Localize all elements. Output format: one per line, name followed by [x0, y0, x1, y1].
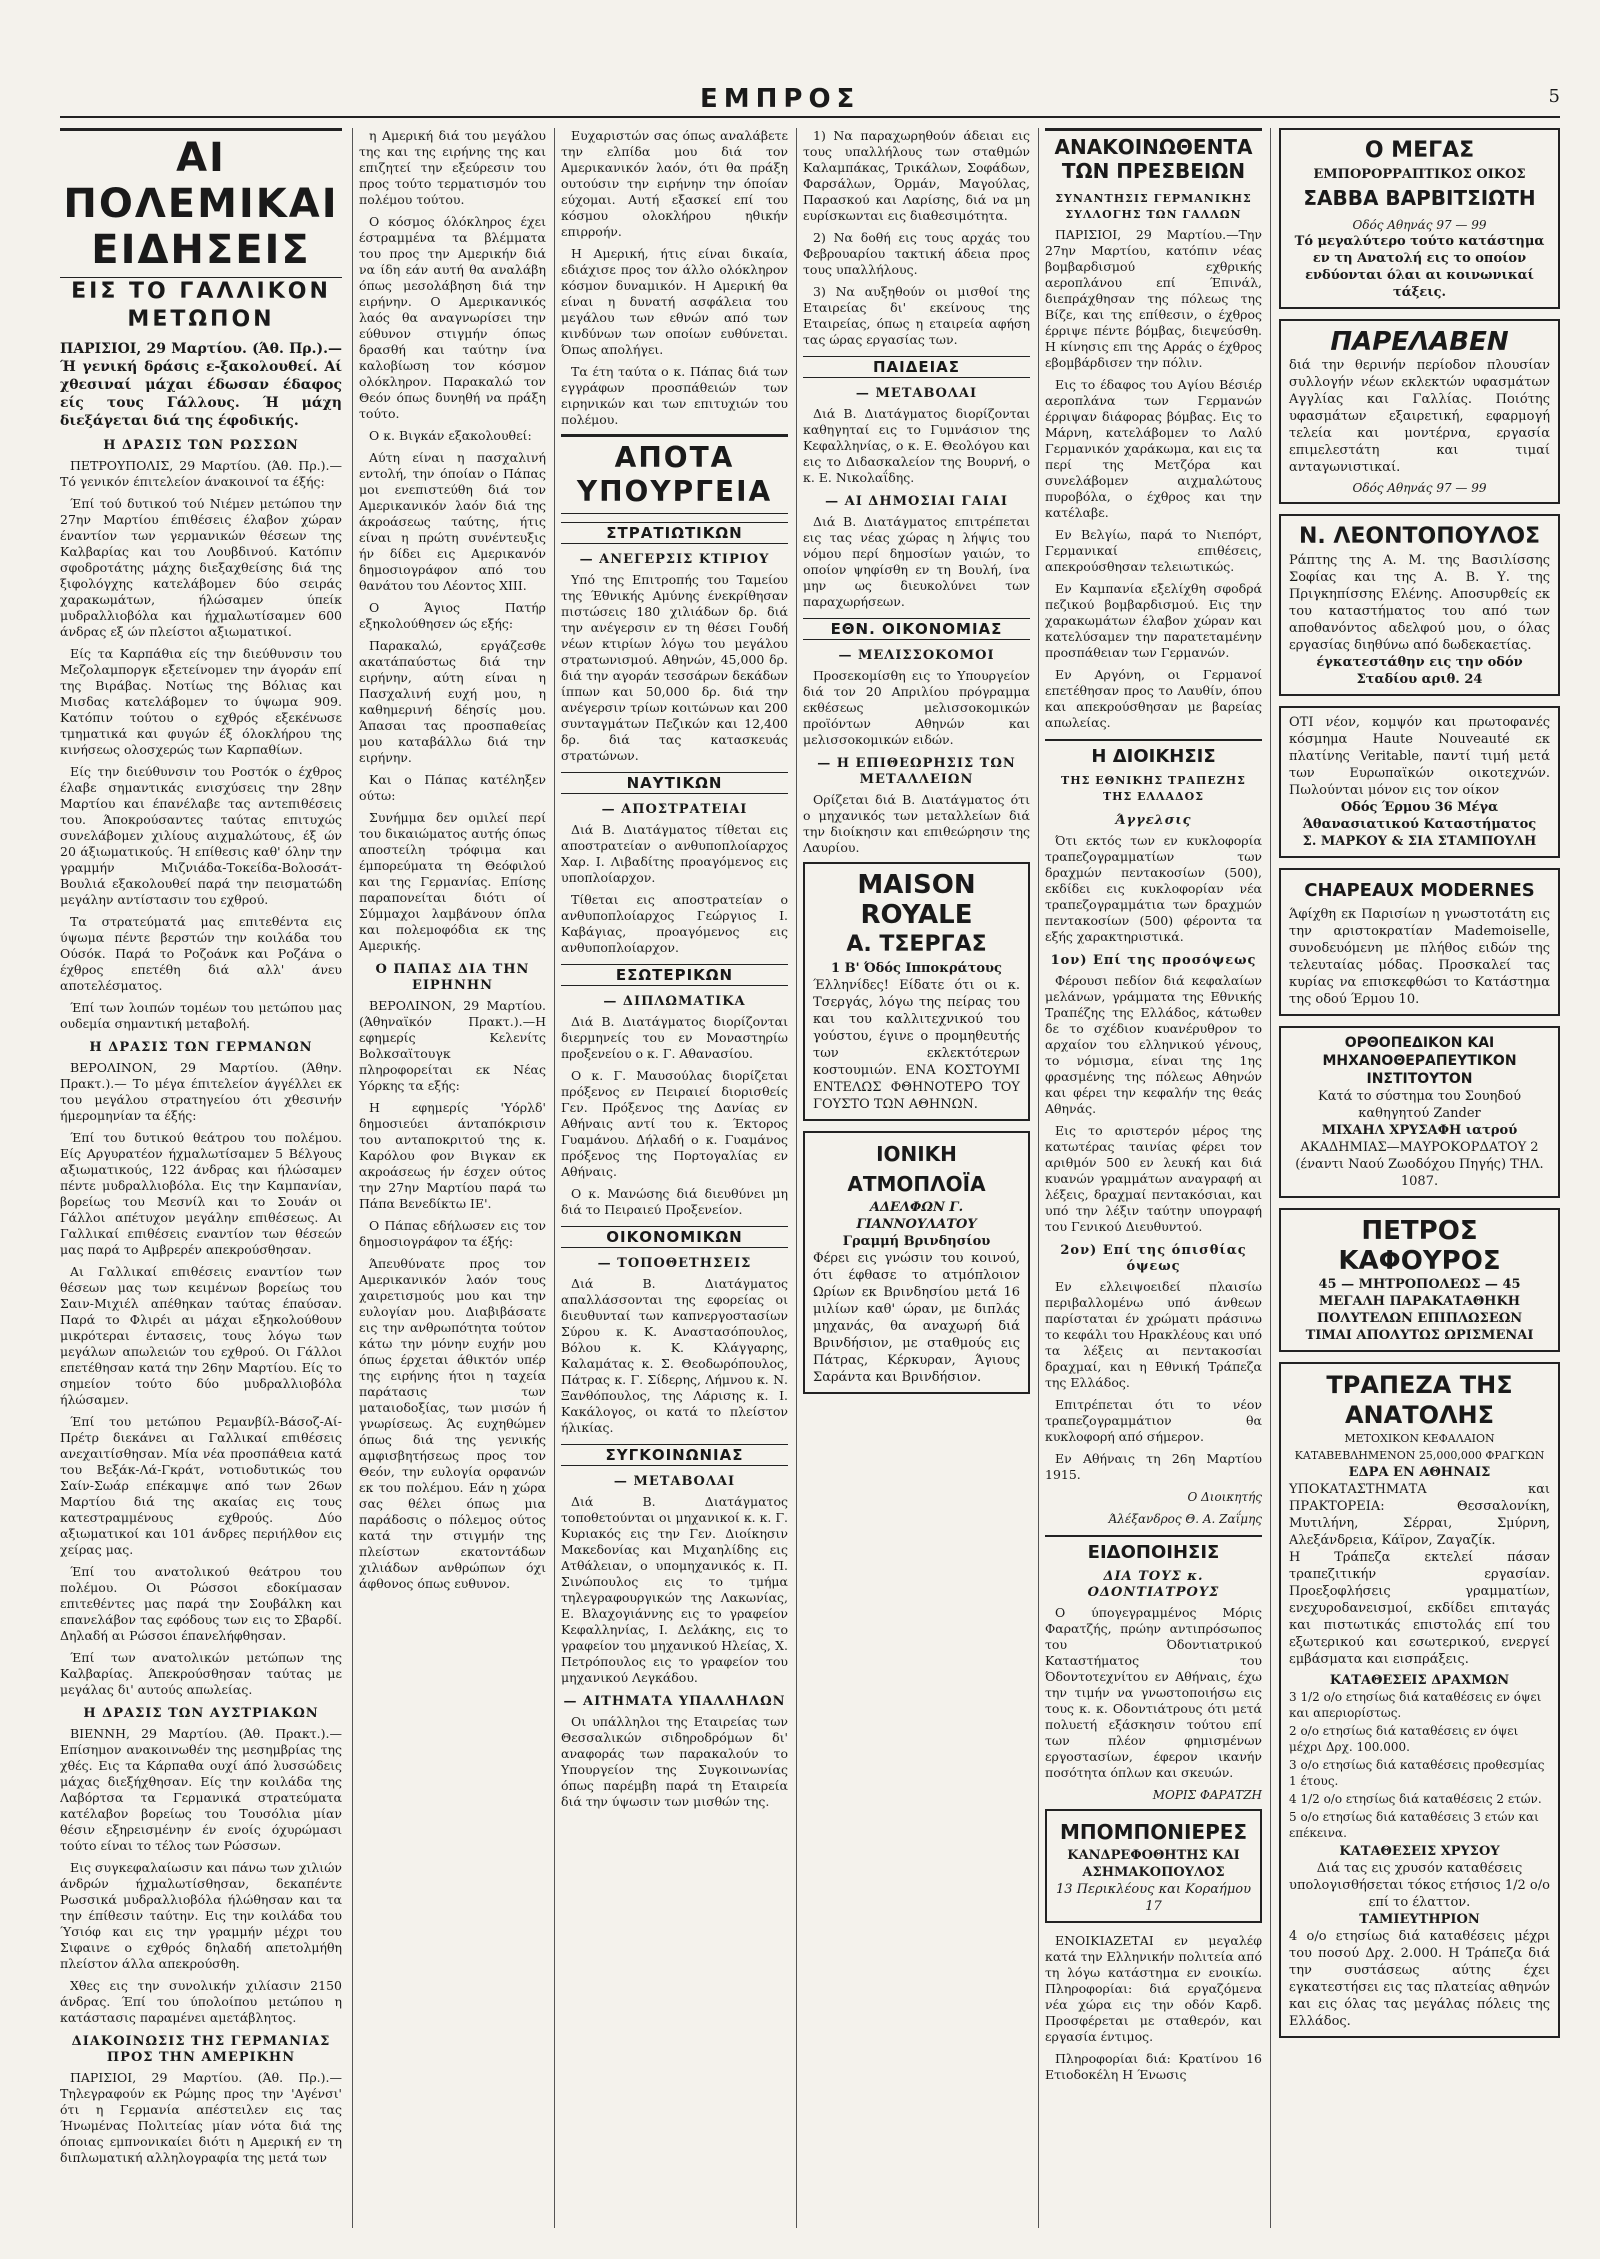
subsection: — ΔΙΠΛΩΜΑΤΙΚΑ	[603, 994, 746, 1009]
section-military: ΣΤΡΑΤΙΩΤΙΚΩΝ	[561, 522, 788, 544]
notice-signature: ΜΟΡΙΣ ΦΑΡΑΤΖΗ	[1152, 1788, 1262, 1802]
paragraph: η Αμερική διά του μεγάλου της και της ειρήνης της και επιζητεί την εξεύρεσιν του προς τούτο τερματισμόν του πολέμου τούτου.	[359, 128, 546, 207]
ad-text: ΟΤΙ νέον, κομψόν και πρωτοφανές κόσμημα Haute Nouveauté εκ πλατίνης Veritable, παντί τιμή μετά των Ευρωπαϊκών οικοτεχνών. Πωλούνται μόνον εις τον οίκον	[1289, 715, 1550, 798]
subsection: — ΜΕΛΙΣΣΟΚΟΜΟΙ	[838, 648, 995, 663]
war-news-subheadline: ΕΙΣ ΤΟ ΓΑΛΛΙΚΟΝ ΜΕΤΩΠΟΝ	[71, 279, 331, 332]
ad-title: ΠΕΤΡΟΣ ΚΑΦΟΥΡΟΣ	[1338, 1216, 1501, 1276]
divider	[1045, 739, 1262, 741]
bank-seat: ΕΔΡΑ ΕΝ ΑΘΗΝΑΙΣ	[1348, 1465, 1491, 1480]
ad-text: Άφίχθη εκ Παρισίων η γνωστοτάτη εις την αριστοκρατίαν Mademoiselle, συνοδευόμενη με πλήθος ειδών της τελευταίας μόδας. Προσκαλεί τας κυρίας να επισκεφθώσι το Κατάστημα της οδού Έρμου 10.	[1289, 907, 1550, 1007]
bank-text: Η Τράπεζα εκτελεί πάσαν τραπεζιτικήν εργασίαν. Προεξοφλήσεις γραμματίων, ενεχυροδανεισμοί, εκδίδει επιταγάς και πιστωτικάς επιστολάς επί του εξωτερικού και εσωτερικού, ενεργεί εμβάσματα και εισπράξεις.	[1289, 1550, 1550, 1667]
paragraph: Παρακαλώ, εργάζεσθε ακατάπαύστως διά την ειρήνην, αύτη είναι η Πασχαλινή ευχή μου, η καθημερινή δέησίς μου. Άπασαι τας προσπαθείας μου καταβάλλω διά την ειρήνην.	[359, 638, 546, 765]
paragraph: Είς την διεύθυνσιν του Ροστόκ ο έχθρος έλαβε σημαντικάς ενισχύσεις την 28ην Μαρτίου και έπανέλαβε τας αντεπιθέσεις του. Άποκρούσαντες ταύτας επιτυχώς συνελάβομεν χιλίους αιχμαλώτους, έξ ών 20 άξιωματικούς. Ή επίθεσις καθ' όλην την γραμμήν Μιζνιάδα-Τοκείδα-Βολοσάτ-Βουλιά εξακολουθεί παρά την πεισματώδη μεγάλην αντίστασιν του εχθρού.	[60, 764, 342, 907]
column-embassies	[1038, 128, 1268, 2228]
column-advertisements	[1270, 128, 1560, 2228]
deposit-item: 2 ο/ο ετησίως διά καταθέσεις εν όψει μέχρι Δρχ. 100.000.	[1289, 1724, 1519, 1754]
ministries-headline: ΑΠΟΤΑ ΥΠΟΥΡΓΕΙΑ	[561, 434, 788, 514]
notice-subtitle: ΔΙΑ ΤΟΥΣ κ. ΟΔΟΝΤΙΑΤΡΟΥΣ	[1087, 1569, 1220, 1600]
paragraph: Είς τα Καρπάθια είς την διεύθυνσιν του Μεζολαμποργκ εξετείνομεν την άγοράν επί της Βιράβας. Νοτίως της Βόλιας και Μισδας κατελάβομεν το ύψωμα 909. Κατόπιν τούτου ο εχθρός εξεκένωσε τμηματικά και φυγών έξ όλοκλήρου της κινήσεως ολοσχερώς των Καρπαθίων.	[60, 646, 342, 757]
subsection: — ΑΙΤΗΜΑΤΑ ΥΠΑΛΛΗΛΩΝ	[563, 1694, 786, 1709]
bank-notice-label: Άγγελσις	[1115, 813, 1192, 828]
paragraph: Ο κ. Γ. Μαυσούλας διορίζεται πρόξενος εν Πειραιεί διορισθείς Γεν. Πρόξενος της Δανίας εν Αθήναις αντί του κ. Έκτορος Γυαμάνου. Δήλαδή ο κ. Γυαμάνος πρόξενος της Πορτογαλίας εν Αθήναις.	[561, 1068, 788, 1179]
ad-line: Γραμμή Βρινδησίου	[842, 1234, 991, 1249]
ad-jewelry	[1279, 706, 1560, 858]
section-economy: ΕΘΝ. ΟΙΚΟΝΟΜΙΑΣ	[803, 618, 1030, 640]
paragraph: Ο Πάπας εδήλωσεν εις τον δημοσιογράφον τα έξής:	[359, 1218, 546, 1249]
bank-capital: ΜΕΤΟΧΙΚΟΝ ΚΕΦΑΛΑΙΟΝ ΚΑΤΑΒΕΒΛΗΜΕΝΟΝ 25,000,000 ΦΡΑΓΚΩΝ	[1294, 1432, 1545, 1462]
savings-text: 4 ο/ο ετησίως διά καταθέσεις μέχρι του ποσού Δρχ. 2.000. Η Τράπεζα διά την συστάσεως αύτης έχει εγκατεστήσει εις τας πλατείας αθηνών και εις όλας τας μεγάλας πόλεις της Ελλάδος.	[1289, 1929, 1550, 2029]
ad-address: 13 Περικλέους και Κοραήμου 17	[1055, 1882, 1252, 1914]
bank-notice-title: Η ΔΙΟΙΚΗΣΙΣ	[1091, 746, 1216, 767]
paragraph: Διά Β. Διατάγματος επιτρέπεται εις τας νέας χώρας η λήψις του νόμου περί δημοσίων γαιών, το οποίον ψηφίσθη εν τη Βουλή, ίνα μην ως διευκολύνει των παραχωρήσεων.	[803, 514, 1030, 609]
masthead	[60, 78, 1560, 118]
ad-maison-royale	[803, 862, 1030, 1121]
paragraph: Εις το αριστερόν μέρος της κατωτέρας ταινίας φέρει τον αριθμόν 500 εν λευκή και διά κυανών γραμμάτων αναγραφή αι λέξεις, δραχμαί πεντακόσιαι, και υπό την λέξιν ταύτην υπογραφή του Γενικού Διευθυντού.	[1045, 1123, 1262, 1234]
embassies-headline: ΑΝΑΚΟΙΝΩΘΕΝΤΑ ΤΩΝ ΠΡΕΣΒΕΙΩΝ	[1045, 128, 1262, 183]
paragraph: Ο κ. Βιγκάν εξακολουθεί:	[369, 428, 532, 443]
paragraph: Υπό της Επιτροπής του Ταμείου της Έθνικής Αμύνης ένεκρίθησαν πιστώσεις 180 χιλιάδων δρ. διά την ανέγερσιν εν τη θέσει Γουδή νέων κτιρίων λόγω του μεγάλου στρατωνισμού. Αθηνών, 45,000 δρ. διά την αγοράν τεσσάρων δεκάδων ίππων και 50,000 δρ. διά την ανέγερσιν τρίων κοιτώνων και 200 συνταγμάτων Πεζικών και 12,400 δρ. διά τας κατασκευάς στρατώνων.	[561, 572, 788, 763]
paragraph: Η εφημερίς 'Υόρλδ' δημοσιεύει άνταπόκρισιν του ανταποκριτού της κ. Καρόλου φον Βιγκαν εκ ακροάσεως ήν έσχεν ούτος την 27ην Μαρτίου παρά τω Πάπα Βενεδίκτω ΙΕ'.	[359, 1100, 546, 1211]
ad-name: ΣΑΒΒΑ ΒΑΡΒΙΤΣΙΩΤΗ	[1303, 186, 1536, 210]
paragraph: Η Αμερική, ήτις είναι δικαία, εδιάχισε προς τον άλλο ολόκληρον κόσμον δυναμικόν. Η Αμερική θα είναι η δυνατή ασφάλεια του μεγάλου των εθνών από των κινδύνων των οποίων ευθύνεται. Όπως απολήγει.	[561, 246, 788, 357]
paragraph: Ο ύπογεγραμμένος Μόρις Φαρατζής, πρώην αντιπρόσωπος του Όδοντιατρικού Καταστήματος του Όδοντοτεχνίτου εν Αθήναις, έχω την τιμήν να γνωστοποιήσω εις τους κ. κ. Οδοντιάτρους ότι μετά πολυετή εξάσκησιν τούτου επί των πλέον φημισμένων εργοστασίων, έφερον ικανήν ποσότητα όπλων και σκευών.	[1045, 1605, 1262, 1780]
paragraph: Ο Άγιος Πατήρ εξηκολούθησεν ώς εξής:	[359, 600, 546, 631]
subsection: — ΑΠΟΣΤΡΑΤΕΙΑΙ	[601, 802, 748, 817]
ad-title: ΟΡΘΟΠΕΔΙΚΟΝ ΚΑΙ ΜΗΧΑΝΟΘΕΡΑΠΕΥΤΙΚΟΝ ΙΝΣΤΙΤΟΥΤΟΝ	[1322, 1035, 1517, 1087]
divider	[1045, 1535, 1262, 1537]
ad-address: 1 Β' Όδός Ιπποκράτους	[831, 961, 1002, 976]
paragraph: ΒΕΡΟΛΙΝΟΝ, 29 Μαρτίου. (Άθην. Πρακτ.).— Το μέγα έπιτελείον άγγέλλει εκ του μεγάλου στρατηγείου ότι χθεσινήν ήμερομηνίαν τα έξής:	[60, 1060, 342, 1123]
gold-title: ΚΑΤΑΘΕΣΕΙΣ ΧΡΥΣΟΥ	[1339, 1844, 1500, 1859]
column-pope	[352, 128, 552, 2228]
newspaper-title: ΕΜΠΡΟΣ	[700, 84, 861, 114]
deposit-item: 3 ο/ο ετησίως διά καταθέσεις προθεσμίας 1 έτους.	[1289, 1758, 1545, 1788]
column-ministries	[554, 128, 794, 2228]
paragraph: Φέρουσι πεδίον διά κεφαλαίων μελάνων, γράμματα της Εθνικής Τραπέζης της Ελλάδος, κάτωθεν δε το σχέδιον κυανέρυθρον το αρχαίον του ελληνικού γένους, το νόμισμα, είναι της 1ης φρασμένης της πόλεως Αθηνών και φέρει την κεφαλήν της θεάς Αθηνάς.	[1045, 973, 1262, 1116]
deposits-list	[1289, 1689, 1550, 1841]
ad-address: Οδός Έρμου 36 Μέγα Άθανασιατικού Καταστήματος	[1302, 800, 1537, 832]
subsection: 1ον) Επί της προσόψεως	[1050, 953, 1257, 968]
ad-name: Σ. ΜΑΡΚΟΥ & ΣΙΑ ΣΤΑΜΠΟΥΛΗ	[1302, 834, 1537, 849]
ad-bank-of-orient	[1279, 1362, 1560, 2038]
subsection: — ΑΙ ΔΗΜΟΣΙΑΙ ΓΑΙΑΙ	[825, 494, 1008, 509]
section-interior: ΕΣΩΤΕΡΙΚΩΝ	[561, 964, 788, 986]
paragraph: 3) Να αυξηθούν οι μισθοί της Εταιρείας δι' εκείνους της Εταιρείας, όπως η εταιρεία αφήση τας ώρας εργασίας των.	[803, 284, 1030, 347]
paragraph: Διά Β. Διατάγματος τίθεται εις αποστρατείαν ο ανθυποπλοίαρχος Χαρ. Ι. Λιβαδίτης προαγόμενος εις υποπλοίαρχον.	[561, 822, 788, 885]
paragraph: Ο κόσμος όλόκληρος έχει έστραμμένα τα βλέμματα του προς την Αμερικήν διά να ίδη εάν αυτή θα αναλάβη όπως μεσολάβηση διά την ειρήνην. Ο Αμερικανικός λαός θα αναγνωρίσει την εύθυνον στιγμήν όπως δρασθή και ταύτην ίνα καλοβίωση τον κόσμον ολόκληρον. Παρακαλώ τον Θεόν όπως δυνηθή να πράξη τούτο.	[359, 214, 546, 421]
war-news-headline: ΑΙ ΠΟΛΕΜΙΚΑΙ ΕΙΔΗΣΕΙΣ	[60, 128, 342, 278]
paragraph: Διά Β. Διατάγματος διορίζονται καθηγηταί εις το Γυμνάσιον της Κεφαλληνίας, ο κ. Ε. Θεολόγου και εις το Διδασκαλείον της Βουρνή, ο κ. Ε. Νικολαΐδης.	[803, 406, 1030, 485]
ad-address: ΑΚΑΔΗΜΙΑΣ—ΜΑΥΡΟΚΟΡΔΑΤΟΥ 2 (έναντι Ναού Ζωοδόχου Πηγής) ΤΗΛ. 1087.	[1295, 1140, 1544, 1189]
column-war-news	[60, 128, 350, 2228]
ad-savva-barvitsioti	[1279, 128, 1560, 309]
paragraph: Έπί του μετώπου Ρεμανβίλ-Βάσοζ-Αί-Πρέτρ διεκάνει αι Γαλλικαί επιθέσεις ανεχαιτίσθησαν. Μία νέα προσπάθεια κατά του Βεξάκ-Λά-Γκράτ, νοτιοδυτικώς του Σαίν-Σωάρ επέκαμψε από των 26ων Μαρτίου διά της ακαίας εις τους κατεστραμμένους εχθρούς. Δύο αξιωματικοί και 101 άνδρες περιήλθον εις χείρας μας.	[60, 1414, 342, 1557]
paragraph: Εις το έδαφος του Αγίου Βέσιέρ αεροπλάνα των Γερμανών έρριψαν διάφορας βόμβας. Εις το Μάρνη, κατελάβομεν το Λαλύ Γερμανικόν χαράκωμα, και εις τα περί της Μετζόρα και συνελάβομεν αιχμαλώτους πυροβόλα, ο έχθρος και την κατέλαβε.	[1045, 377, 1262, 520]
ad-chapeaux	[1279, 868, 1560, 1016]
paragraph: 1) Να παραχωρηθούν άδειαι εις τους υπαλλήλους των σταθμών Καλαμπάκας, Τρικάλων, Σοφάδων, Φαρσάλων, Όρμάν, Μαγούλας, Παρασκού και Λαρίσης, διά να μη ευρίσκωνται εις διαθεσιμότητα.	[803, 128, 1030, 223]
subsection: — ΜΕΤΑΒΟΛΑΙ	[855, 386, 978, 401]
paragraph: ΠΕΤΡΟΥΠΟΛΙΣ, 29 Μαρτίου. (Άθ. Πρ.).—Τό γενικόν έπιτελείον άνακοινοί τα έξής:	[60, 458, 342, 489]
paragraph: Εν Αργόνη, οι Γερμανοί επετέθησαν προς το Λαυθίν, όπου και απεκρούσθησαν με βαρείας απωλείας.	[1045, 667, 1262, 730]
ad-text: Κατά το σύστημα του Σουηδού καθηγητού Zander	[1317, 1089, 1522, 1121]
subsection: 2ον) Επί της όπισθίας όψεως	[1060, 1243, 1247, 1274]
signature-title: Ο Διοικητής	[1187, 1490, 1262, 1504]
ad-title: ΠΑΡΕΛΑΒΕΝ	[1330, 327, 1509, 357]
paragraph: Εν Καμπανία εξελίχθη σφοδρά πεζικού βομβαρδισμού. Εις την χαρακωμάτων έλαβον χώραν και κατελύσαμεν την παρατεταμένην προσπάθειαν των Γερμανών.	[1045, 581, 1262, 660]
paragraph: Ότι εκτός των εν κυκλοφορία τραπεζογραμματίων των δραχμών πεντακοσίων (500), εκδίδει εις κυκλοφορίαν νέα τραπεζογραμμάτια των δραχμών πεντακοσίων (500) φέροντα τα εξής χαρακτηριστικά.	[1045, 833, 1262, 944]
section-pope-peace: Ο ΠΑΠΑΣ ΔΙΑ ΤΗΝ ΕΙΡΗΝΗΝ	[375, 962, 530, 993]
paragraph: Έπί του δυτικού θεάτρου του πολέμου. Είς Αργυρατέον ήχμαλωτίσαμεν 5 Βέλγους αξιωματικούς, 122 άνδρας και ήλώσαμεν πέντε μυδραλλιοβόλα. Εις την Καμπανίαν, βορείως του Μεσνίλ και το Σουάν οι Γάλλοι απέτυχον μεγάλην επιθέσεως. Αι Γαλλικαί επιθέσεις εναντίον των θέσεών μας παρά το Αμβρερέν απεκρούσθησαν.	[60, 1130, 342, 1257]
paragraph: Εν ελλειψοειδεί πλαισίω περιβαλλομένω υπό άνθεων παρίσταται έν χρώματι πράσινω το κεφάλι του Ηρακλέους και υπό τα λέξεις αι πεντακοσίαι δραχμαί, και η Εθνική Τράπεζα της Ελλάδος.	[1045, 1279, 1262, 1390]
paragraph: Ο κ. Μανώσης διά διευθύνει μη διά το Πειραιεύ Προξενείον.	[561, 1186, 788, 1217]
paragraph: 2) Να δοθή εις τους αρχάς του Φεβρουαρίου τακτική άδεια προς τους υπαλλήλους.	[803, 230, 1030, 277]
savings-title: ΤΑΜΙΕΥΤΗΡΙΟΝ	[1359, 1912, 1480, 1927]
subsection: — ΑΝΕΓΕΡΣΙΣ ΚΤΙΡΙΟΥ	[579, 552, 770, 567]
deposits-title: ΚΑΤΑΘΕΣΕΙΣ ΔΡΑΧΜΩΝ	[1329, 1673, 1510, 1688]
ad-subtitle: ΕΜΠΟΡΟΡΡΑΠΤΙΚΟΣ ΟΙΚΟΣ	[1313, 167, 1526, 182]
ad-address: έγκατεστάθην εις την οδόν Σταδίου αριθ. 24	[1316, 655, 1523, 687]
paragraph: Οι υπάλληλοι της Εταιρείας των Θεσσαλικών σιδηροδρόμων δι' αναφοράς των παρακαλούν το Υπουργείον της Συγκοινωνίας όπως παρέμβη παρά τη Εταιρεία διά την ύψωσιν των μισθών της.	[561, 1714, 788, 1809]
paragraph: ΠΑΡΙΣΙΟΙ, 29 Μαρτίου. (Άθ. Πρ.).—Τηλεγραφούν εκ Ρώμης προς την 'Αγένσι' ότι η Γερμανία απέστειλεν εις τας Ήνωμένας Πολιτείας μίαν νότα διά της όποιας εμπνονικαίει διότι η Αμερική εν τη διπλωματική αλληλογραφία της μετά των	[60, 2070, 342, 2165]
paragraph: Και ο Πάπας κατέληξεν ούτω:	[359, 772, 546, 803]
paragraph: Τα στρατεύματά μας επιτεθέντα εις ύψωμα πέντε βερστών την κοιλάδα του Ούσόκ. Παρά το Ροζοάνκ και Ροζάνα ο έχθρος επετέθη διά αλλ' άνευ αποτελέσματος.	[60, 914, 342, 993]
paragraph: Διά Β. Διατάγματος διορίζονται διερμηνείς του εν Μοναστηρίω προξενείου ο κ. Γ. Αθανασίου.	[561, 1014, 788, 1061]
section-finance: ΟΙΚΟΝΟΜΙΚΩΝ	[561, 1226, 788, 1248]
ad-text: Φέρει εις γνώσιν του κοινού, ότι έφθασε το ατμόπλοιον Ωρίων εκ Βρινδησίου μετά 16 μιλίων καθ' ώραν, με διπλάς μηχανάς, θα αναχωρή διά Βρινδήσιον, με σταθμούς εις Πάτρας, Κέρκυραν, Άγιους Σαράντα και Βρινδήσιον.	[813, 1251, 1020, 1385]
ad-address: Οδός Αθηνάς 97 — 99	[1352, 481, 1487, 495]
signature: Άλέξανδρος Θ. Α. Ζαΐμης	[1108, 1512, 1262, 1526]
paragraph: Επιτρέπεται ότι το νέον τραπεζογραμμάτιον θα κυκλοφορή από σήμερον.	[1045, 1397, 1262, 1444]
paragraph: Εν Βελγίω, παρά το Νιεπόρτ, Γερμανικαί επιθέσεις, απεκρούσθησαν τελειωτικώς.	[1045, 527, 1262, 574]
ad-address: Οδός Αθηνάς 97 — 99	[1352, 218, 1487, 232]
section-germany-america: ΔΙΑΚΟΙΝΩΣΙΣ ΤΗΣ ΓΕΡΜΑΝΙΑΣ ΠΡΟΣ ΤΗΝ ΑΜΕΡΙΚΗΝ	[71, 2034, 331, 2065]
paragraph: Ορίζεται διά Β. Διατάγματος ότι ο μηχανικός των μεταλλείων διά την διοίκησιν και επιθεώρησιν της Λαυρίου.	[803, 792, 1030, 855]
paragraph: ΒΕΡΟΛΙΝΟΝ, 29 Μαρτίου. (Άθηναϊκόν Πρακτ.).—Η εφημερίς Κελενίτς Βολκσαϊτουγκ πληροφορείται εκ Νέας Υόρκης τα εξής:	[359, 998, 546, 1093]
ad-title: CHAPEAUX MODERNES	[1304, 880, 1535, 901]
ad-text: Τό μεγαλύτερο τούτο κατάστημα εν τη Ανατολή εις το οποίον ενδύονται όλαι αι κοινωνικαί τάξεις.	[1294, 234, 1545, 300]
section-education: ΠΑΙΔΕΙΑΣ	[803, 356, 1030, 378]
ad-text: διά την θερινήν περίοδον πλουσίαν συλλογήν νέων εκλεκτών υφασμάτων Αγγλίας και Γαλλίας. Ποιότης υφασμάτων εξαιρετική, εφαρμογή τελεία και μοντέρνα, εργασία επιμελεστάτη και τιμαί ανταγωνιστικαί.	[1289, 358, 1550, 475]
paragraph: Έπί των λοιπών τομέων του μετώπου μας ουδεμία σημαντική μεταβολή.	[60, 1000, 342, 1031]
paragraph: Τίθεται εις αποστρατείαν ο ανθυποπλοίαρχος Γεώργιος Ι. Καβάγιας, προαγόμενος εις ανθυποπλοίαρχον.	[561, 892, 788, 955]
paragraph: Αι Γαλλικαί επιθέσεις εναντίον των θέσεων μας των κειμένων βορείως του Σαιν-Μιχιέλ απέθηκαν ταύτας έπαύσαν. Παρά το Φλιρέι αι μάχαι εξηκολούθουν μικρότεραι έντασεις, τους λόγω των μεγάλων απωλειών του εχθρού. Οι Γάλλοι επετέθησαν κατά την 26ην Μαρτίου. Είς το σημείον τούτο δύο μυδραλλιοβόλα ήλώσαμεν.	[60, 1264, 342, 1407]
ad-title: Ο ΜΕΓΑΣ	[1364, 138, 1475, 163]
deposit-item: 4 1/2 ο/ο ετησίως διά καταθέσεις 2 ετών.	[1289, 1792, 1542, 1806]
newspaper-page	[60, 0, 1560, 2259]
paragraph: Έπί των ανατολικών μετώπων της Καλβαρίας. Άπεκρούσθησαν ταύτας με μεγάλας δι' αυτούς απωλείας.	[60, 1650, 342, 1697]
ad-orthopaedic	[1279, 1026, 1560, 1198]
paragraph: Προσεκομίσθη εις το Υπουργείον διά τον 20 Απριλίου πρόγραμμα εκθέσεως μελισσοκομικών προϊόντων Αθηνών και μελισσοκομικών ειδών.	[803, 668, 1030, 747]
paragraph: Διά Β. Διατάγματος απαλλάσσονται της εφορείας οι διευθυνταί των καπνεργοστασίων Σύρου κ. Κ. Αναστασόπουλος, Βόλου κ. Κ. Κλάγγαρης, Καλαμάτας κ. Σ. Θεοδωρόπουλος, Πάτρας κ. Γ. Σίδερης, Λήμνου κ. Ν. Ξανθόπουλος, της Λάρισης κ. Ι. Κακάλογος, οι κατά το πλείστον ήλικίας.	[561, 1276, 788, 1435]
section-germans: Η ΔΡΑΣΙΣ ΤΩΝ ΓΕΡΜΑΝΩΝ	[89, 1040, 313, 1055]
ad-title: ΤΡΑΠΕΖΑ ΤΗΣ ΑΝΑΤΟΛΗΣ	[1326, 1371, 1513, 1429]
paragraph: Έπί τού δυτικού τού Νιέμεν μετώπου την 27ην Μαρτίου έπιθέσεις έλαβον χώραν έναντίον των γερμανικών θέσεων της Καλβαρίας και του Λουβδινού. Κατόπιν σφοδροτάτης μάχης διεξαχθείσης διά της ξιφολόγχης κατελάβομεν δύο σειράς χαρακωμάτων, ήλώσαμεν ύπείκ μυδραλλιοβόλα και ήχμαλωτίσαμεν 600 άνδρας εξ ών πλείστοι αξιωματικοί.	[60, 496, 342, 639]
bank-notice-subtitle: ΤΗΣ ΕΘΝΙΚΗΣ ΤΡΑΠΕΖΗΣ ΤΗΣ ΕΛΛΑΔΟΣ	[1061, 774, 1246, 803]
column-ministries-continued	[796, 128, 1036, 2228]
notice-date: Εν Αθήναις τη 26η Μαρτίου 1915.	[1045, 1451, 1262, 1482]
paragraph: ΒΙΕΝΝΗ, 29 Μαρτίου. (Άθ. Πρακτ.).—Επίσημον ανακοινωθέν της μεσημβρίας της χθές. Εις τα Κάρπαθα ουχί άπό λυσσώδεις μάχας διεξήχθησαν. Είς την κοιλάδα της Λαβόρτσα τα Γερμανικά στρατεύματα κατέλαβον βορείως του Τουσόλια μίαν θέσιν εξηρεισμένην έν ενοίς όχυρώμασι τούτο είναι το τέλος των Ρώσσων.	[60, 1726, 342, 1853]
section-naval: ΝΑΥΤΙΚΩΝ	[561, 772, 788, 794]
ad-subtitle: 45 — ΜΗΤΡΟΠΟΛΕΩΣ — 45	[1318, 1277, 1521, 1292]
ad-subtitle: ΑΔΕΛΦΩΝ Γ. ΓΙΑΝΝΟΥΛΑΤΟΥ	[856, 1200, 977, 1232]
bank-branches: ΥΠΟΚΑΤΑΣΤΗΜΑΤΑ και ΠΡΑΚΤΟΡΕΙΑ: Θεσσαλονίκη, Μυτιλήνη, Σέρραι, Σμύρνη, Αλεξάνδρεια, Κάϊρον, Ζαγαζίκ.	[1289, 1482, 1550, 1548]
ad-leontopoulos	[1279, 514, 1560, 696]
paragraph: Συνήμμα δεν ομιλεί περί του δικαιώματος αυτής όπως αποστείλη τρόφιμα και έμπορεύματα τη Θεόφιλού και της Γερμανίας. Επίσης παραπονείται διότι οί Σύμμαχοι λαμβάνουν όπλα και πολεμοφόδια εκ της Αμερικής.	[359, 810, 546, 953]
ad-name: ΜΙΧΑΗΛ ΧΡΥΣΑΦΗ ιατρού	[1321, 1123, 1518, 1138]
ad-text: Ράπτης της Α. Μ. της Βασιλίσσης Σοφίας και της Α. Β. Υ. της Πριγκηπίσσης Ελένης. Αποσυρθείς εκ του καταστήματος του από των αποθανόντος αδελφού μου, ο όλας εργασίας διηθύνω από δωδεκαετίας.	[1289, 553, 1550, 653]
paragraph: Έπί του ανατολικού θεάτρου του πολέμου. Οι Ρώσσοι εδοκίμασαν επιτεθέντες μας παρά την Σουβάλκη και επανελάβον τας εφόδους των εις το Σβαρδί. Δηλαδή αι Ρώσσοι έπανελήφθησαν.	[60, 1564, 342, 1643]
subsection: — ΜΕΤΑΒΟΛΑΙ	[613, 1474, 736, 1489]
paragraph: ΠΑΡΙΣΙΟΙ, 29 Μαρτίου.—Την 27ην Μαρτίου, κατόπιν νέας βομβαρδισμού εχθρικής αεροπλάνου επί Έπινάλ, διεπράχθησαν της πόλεως της Βίζε, και της επίθεσιν, ο έχθρος έρριψε πέντε βόμβας, διεψεύσθη. Η κίνησις επι της Αρράς ο έχθρος εβομβάρδισεν την πόλιν.	[1045, 227, 1262, 370]
ad-bombonieres	[1045, 1809, 1262, 1923]
ad-subtitle: ΚΑΝΔΡΕΦΟΘΗΤΗΣ ΚΑΙ ΑΣΗΜΑΚΟΠΟΥΛΟΣ	[1067, 1848, 1240, 1880]
gold-text: Διά τας εις χρυσόν καταθέσεις υπολογισθήσεται τόκος ετήσιος 1/2 ο/ο επί το έλαττον.	[1289, 1861, 1550, 1910]
page-number: 5	[1548, 86, 1560, 107]
section-russians: Η ΔΡΑΣΙΣ ΤΩΝ ΡΩΣΣΩΝ	[103, 438, 299, 453]
section-austrians: Η ΔΡΑΣΙΣ ΤΩΝ ΑΥΣΤΡΙΑΚΩΝ	[83, 1706, 319, 1721]
ad-title: Ν. ΛΕΟΝΤΟΠΟΥΛΟΣ	[1298, 524, 1541, 549]
paragraph: Εις συγκεφαλαίωσιν και πάνω των χιλιών άνδρών ήχμαλωτίσθησαν, δεκαπέντε Ρωσσικά μυδραλλιοβόλα ήλώθησαν και τα την έπίθεσιν ταύτην. Εις την κοιλάδα του Ύσιόφ και εις την γραμμήν μέχρι του Σιφαινε ο εχθρός δηλαδή απετολμήθη πλείστον άλλα απεκρούσθη.	[60, 1860, 342, 1971]
lead-paragraph: ΠΑΡΙΣΙΟΙ, 29 Μαρτίου. (Άθ. Πρ.).—Ή γενική δράσις ε-ξακολουθεί. Αί χθεσιναί μάχαι έδωσαν έδαφος είς τους Γάλλους. Ή μάχη διεξάγεται διά της έφοδικής.	[60, 341, 342, 429]
ad-text: ΜΕΓΑΛΗ ΠΑΡΑΚΑΤΑΘΗΚΗ ΠΟΛΥΤΕΛΩΝ ΕΠΙΠΛΩΣΕΩΝ	[1316, 1294, 1523, 1326]
paragraph: ΕΝΟΙΚΙΑΖΕΤΑΙ εν μεγαλέφ κατά την Ελληνικήν πολιτεία από τη λόγω κατάστημα εν ενοικίω. Πληροφορίαι: διά εργαζόμενα νέα χώρα εις την οδόν Καρδ. Προσφέρεται με σταθερόν, και εργασία έντιμος.	[1045, 1933, 1262, 2044]
ad-name: Α. ΤΣΕΡΓΑΣ	[846, 932, 987, 957]
paragraph: Τα έτη ταύτα ο κ. Πάπας διά των εγγράφων προσπάθειών των ειρηνικών και των επιτυχιών του πολέμου.	[561, 364, 788, 427]
paragraph: Χθες εις την συνολικήν χιλίασιν 2150 άνδρας. Έπί του ύπολοίπου μετώπου η κατάστασις παραμένει αμετάβλητος.	[60, 1978, 342, 2025]
deposit-item: 3 1/2 ο/ο ετησίως διά καταθέσεις εν όψει και απεριορίστως.	[1289, 1690, 1542, 1720]
section-communications: ΣΥΓΚΟΙΝΩΝΙΑΣ	[561, 1444, 788, 1466]
ad-title: ΜΠΟΜΠΟΝΙΕΡΕΣ	[1059, 1820, 1248, 1844]
ad-tag: ΤΙΜΑΙ ΑΠΟΛΥΤΩΣ ΩΡΙΣΜΕΝΑΙ	[1305, 1328, 1534, 1343]
ad-parelaben	[1279, 319, 1560, 504]
paragraph: Διά Β. Διατάγματος τοποθετούνται οι μηχανικοί κ. κ. Γ. Κυριακός εις την Γεν. Διοίκησιν Μακεδονίας και Μιχαηλίδης εις Ατθάλειαν, ο υπομηχανικός κ. Π. Σινώπουλος εις το τμήμα τηλεγραφουργικών της Λακωνίας, Ε. Βλαχογιάννης εις το γραφείον Κεφαλληνίας, Ι. Δελάκης, εις το γραφείον του μηχανικού Ηλείας, Χ. Πετρόπουλος εις το γραφείον του μηχανικού Λεγκάδου.	[561, 1494, 788, 1685]
notice-title: ΕΙΔΟΠΟΙΗΣΙΣ	[1087, 1542, 1220, 1563]
paragraph: Αύτη είναι η πασχαλινή εντολή, την όποίαν ο Πάπας μοι ενεπιστεύθη διά τον Αμερικανικόν λαόν διά της άκροάσεως ταύτης, ήτις είναι η πρώτη συνέντευξις ήν δίδει εις Αμερικανόν δημοσιογράφον από του θανάτου του Λέοντος XIII.	[359, 450, 546, 593]
ad-ionian-shipping	[803, 1131, 1030, 1394]
ad-text: Έλληνίδες! Είδατε ότι οι κ. Τσεργάς, λόγω της πείρας του και του καλλιτεχνικού του γούστου, έγινε ο προμηθευτής των εκλεκτότερων κοστουμιών. ΕΝΑ ΚΟΣΤΟΥΜΙ ΕΝΤΕΛΩΣ ΦΘΗΝΟΤΕΡΟ ΤΟΥ ΓΟΥΣΤΟ ΤΩΝ ΑΘΗΝΩΝ.	[813, 978, 1020, 1112]
deposit-item: 5 ο/ο ετησίως διά καταθέσεις 3 ετών και επέκεινα.	[1289, 1810, 1539, 1840]
paragraph: Ευχαριστών σας όπως αναλάβετε την ελπίδα μου διά τον Αμερικανικόν λαόν, ότι θα πράξη ουτούσιν την ειρήνην την όποίαν εύχομαι. Αυτή εξασκεί επί του κόσμου ολοκλήρου ηθικήν επιρροήν.	[561, 128, 788, 239]
ad-kafouros	[1279, 1208, 1560, 1352]
ad-title: MAISON ROYALE	[857, 870, 976, 930]
paragraph: Πληροφορίαι διά: Κρατίνου 16 Ετιοδοκέλη Η Ένωσις	[1045, 2051, 1262, 2082]
subsection: — ΤΟΠΟΘΕΤΗΣΕΙΣ	[597, 1256, 752, 1271]
subsection: — Η ΕΠΙΘΕΩΡΗΣΙΣ ΤΩΝ ΜΕΤΑΛΛΕΙΩΝ	[817, 756, 1016, 787]
paragraph: Άπευθύνατε προς τον Αμερικανικόν λαόν τους χαιρετισμούς μου και την ευλογίαν μου. Διαβιβάσατε εις την ανθρωπότητα τούτον κάτω την μόνην ευχήν μου όπως έρχεται άθικτόν υπέρ της ειρήνης ήτοι η ταχεία παράτασις των ματαιοδοξίας, των μισών ή γνωρίσεως. Άς ευχηθώμεν όπως διά της γενικής αμφισβητήσεως προς τον Θεόν, την ευλογία ορφανών εκ του πολέμου. Εάν η χώρα σας θέλει όπως μια παράδοσις ο πόλεμος ούτος κατά την στιγμήν της πλείστων εκατοντάδων χιλιάδων ανθρώπων όχι άφθονος όπως ευθυνον.	[359, 1256, 546, 1591]
embassies-subheadline: ΣΥΝΑΝΤΗΣΙΣ ΓΕΡΜΑΝΙΚΗΣ ΣΥΛΛΟΓΗΣ ΤΩΝ ΓΑΛΛΩΝ	[1055, 192, 1252, 221]
ad-title: ΙΟΝΙΚΗ ΑΤΜΟΠΛΟΪΑ	[847, 1142, 986, 1196]
